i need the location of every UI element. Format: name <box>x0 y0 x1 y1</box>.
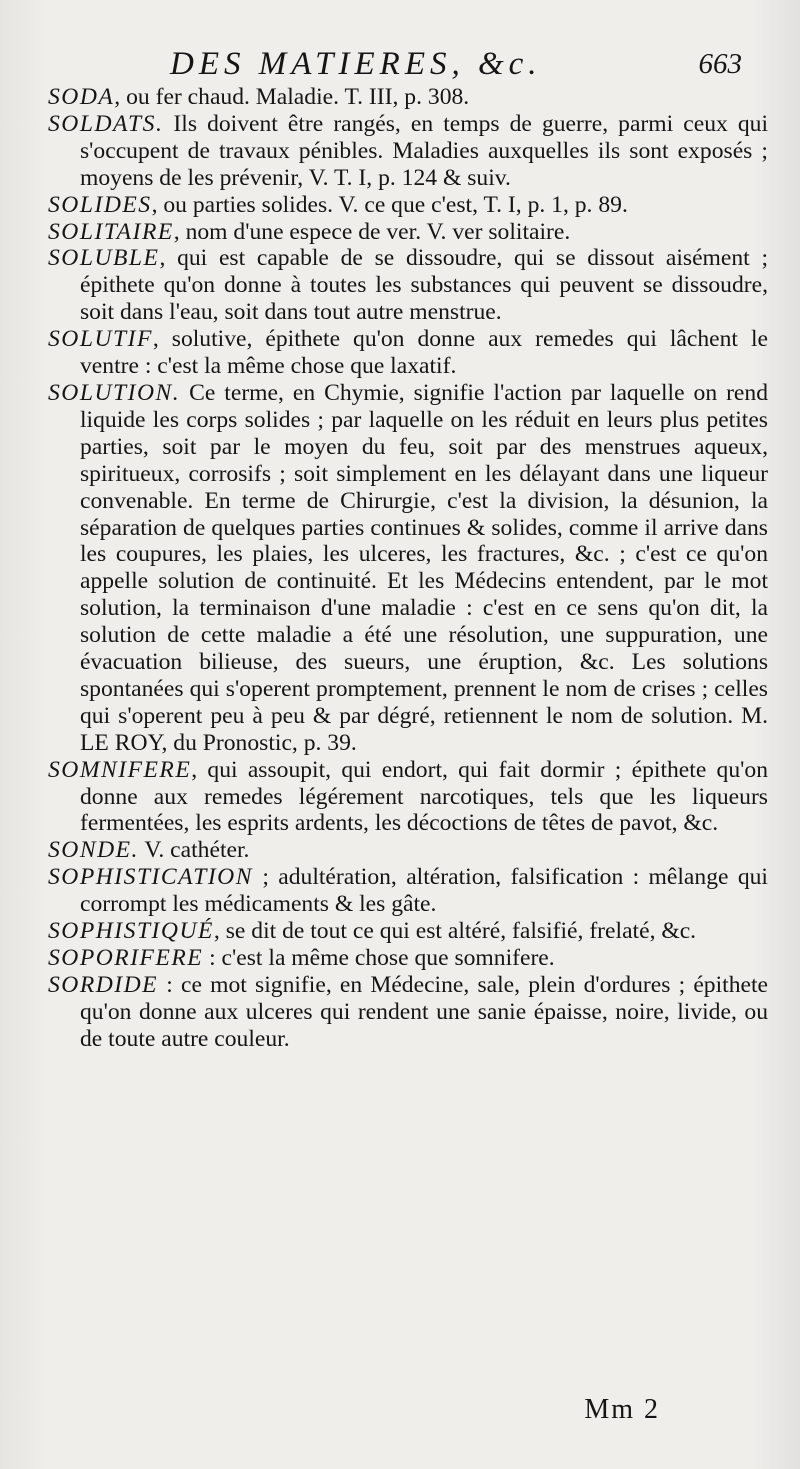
entry-text: , ou parties solides. V. ce que c'est, T. I, p. 1, p. 89. <box>151 191 628 218</box>
page-number: 663 <box>698 48 742 80</box>
entry-headword: SORDIDE <box>48 971 159 998</box>
entry-sonde <box>48 837 768 864</box>
entry-text: Ce terme, en Chymie, signifie l'action par laquelle on rend liquide les corps solides ; par laquelle on les réduit en leurs plus petites parties, soit par le moyen du feu, soit par des menstrues aqueux, spiritueux, corrosifs ; soit simplement en les délayant dans une liqueur convenable. En terme de Chirurgie, c'est la division, la désunion, la séparation de quelques parties continues & solides, comme il arrive dans les coupures, les plaies, les ulceres, les fractures, &c. ; c'est ce qu'on appelle solution de continuité. Et les Médecins entendent, par le mot solution, la terminaison d'une maladie : c'est en ce sens qu'on dit, la solution de cette maladie a été une résolution, une suppuration, une évacuation bilieuse, des sueurs, une éruption, &c. Les solutions spontanées qui s'operent promptement, prennent le nom de crises ; celles qui s'operent peu à peu & par dégré, retiennent le nom de solution. M. LE ROY, du Pronostic, p. 39. <box>80 379 768 756</box>
entry-soda <box>48 84 768 111</box>
entry-headword: SOMNIFERE <box>48 756 192 783</box>
entry-headword: SOLUBLE <box>48 245 160 272</box>
entry-text: , ou fer chaud. Maladie. T. III, p. 308. <box>114 84 470 110</box>
dictionary-entries <box>48 84 768 1053</box>
entry-text: , se dit de tout ce qui est altéré, falsifié, frelaté, &c. <box>213 918 697 945</box>
entry-text: Ils doivent être rangés, en temps de guerre, parmi ceux qui s'occupent de travaux pénibles. Maladies auxquelles ils sont exposés ; moyens de les prévenir, V. T. I, p. 124 & suiv. <box>80 110 768 191</box>
page-header <box>50 46 742 86</box>
entry-solitaire <box>48 219 768 246</box>
entry-sophistique <box>48 918 768 945</box>
entry-headword: SODA <box>48 84 115 110</box>
running-title: DES MATIERES, &c. <box>170 46 542 82</box>
entry-headword: SOPHISTIQUÉ <box>48 918 214 945</box>
entry-soporifere <box>48 945 768 972</box>
entry-text: ; adultération, altération, falsification : mêlange qui corrompt les médicaments & les gâte. <box>80 864 768 918</box>
entry-headword: SOPHISTICATION <box>48 864 253 891</box>
entry-sordide <box>48 972 768 1053</box>
entry-soldats <box>48 111 768 192</box>
entry-soluble <box>48 245 768 326</box>
entry-headword: SOLITAIRE <box>48 218 174 245</box>
entry-headword: SOLIDES <box>48 191 152 218</box>
entry-headword: SOPORIFERE <box>48 945 204 971</box>
entry-solutif <box>48 326 768 380</box>
entry-solution <box>48 380 768 757</box>
entry-text: , qui assoupit, qui endort, qui fait dormir ; épithete qu'on donne aux remedes légérement narcotiques, tels que les liqueurs fermentées, les esprits ardents, les décoctions de têtes de pavot, &c. <box>80 756 768 837</box>
entry-headword: SOLUTION. <box>48 379 181 406</box>
entry-text: : c'est la même chose que somnifere. <box>203 945 555 971</box>
entry-text: , solutive, épithete qu'on donne aux remedes qui lâchent le ventre : c'est la même chose que laxatif. <box>80 326 768 380</box>
entry-headword: SOLUTIF <box>48 326 153 353</box>
entry-headword: SOLDATS. <box>48 110 164 137</box>
signature-mark: Mm 2 <box>584 1394 660 1425</box>
entry-text: , qui est capable de se dissoudre, qui se dissout aisément ; épithete qu'on donne à toutes les substances qui peuvent se dissoudre, soit dans l'eau, soit dans tout autre menstrue. <box>80 245 768 326</box>
entry-somnifere <box>48 757 768 838</box>
entry-solides <box>48 192 768 219</box>
entry-sophistication <box>48 864 768 918</box>
entry-headword: SONDE. <box>48 837 139 864</box>
entry-text: V. cathéter. <box>138 837 250 864</box>
entry-text: , nom d'une espece de ver. V. ver solitaire. <box>173 218 571 245</box>
entry-text: : ce mot signifie, en Médecine, sale, plein d'ordures ; épithete qu'on donne aux ulceres qui rendent une sanie épaisse, noire, livide, ou de toute autre couleur. <box>80 971 768 1052</box>
